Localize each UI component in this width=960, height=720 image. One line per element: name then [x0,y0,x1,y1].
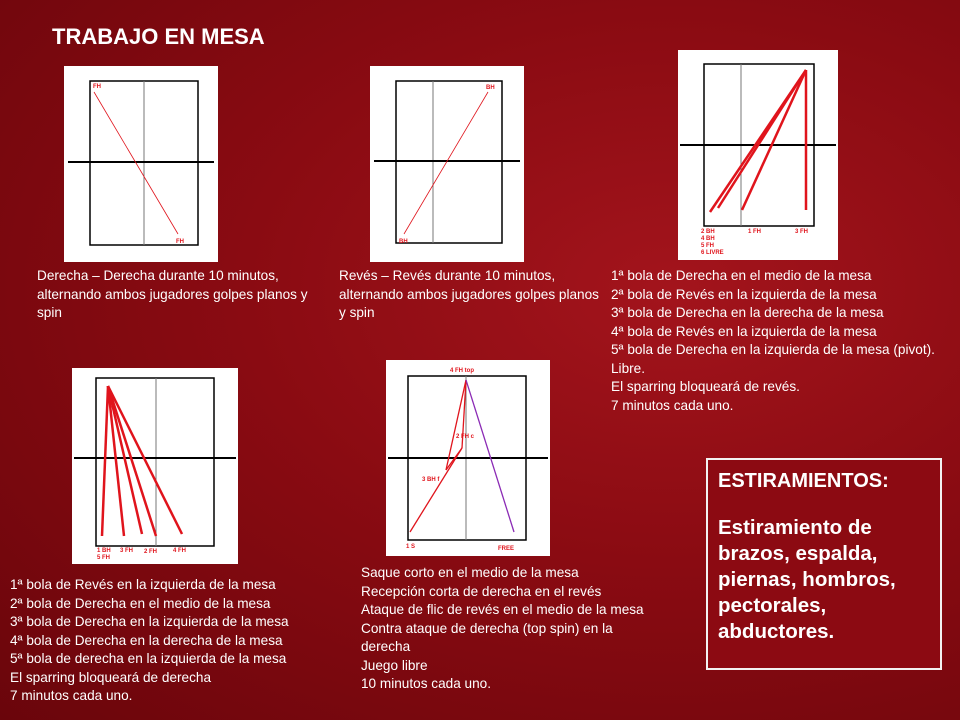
stretching-heading: ESTIRAMIENTOS: [718,470,889,492]
caption-line: 2ª bola de Revés en la izquierda de la mesa [611,286,877,302]
caption-backhand-backhand [339,267,601,323]
caption-line: 4ª bola de Derecha en la derecha de la mesa [10,632,283,648]
caption-line: 1ª bola de Derecha en el medio de la mesa [611,268,872,283]
caption-line: El sparring bloqueará de revés. [611,379,800,394]
page-title: TRABAJO EN MESA [52,24,265,49]
diagram-forehand-forehand [64,66,218,262]
caption-line: Recepción corta de derecha en el revés [361,583,602,599]
diagram-label: 3 FH [795,229,809,235]
diagram-label: 4 BH [701,236,715,242]
diagram-label: 3 BH f [422,477,440,483]
caption-fan-sequence [10,576,350,706]
diagram-label: 1 FH [748,229,762,235]
caption-line: 5ª bola de derecha en la izquierda de la mesa [10,651,287,666]
diagram-label: FH [176,239,184,245]
caption-line: Saque corto en el medio de la mesa [361,565,579,580]
diagram-label: 4 FH top [450,368,474,374]
diagram-label: FREE [498,546,515,552]
caption-line: Derecha – Derecha durante 10 minutos, alternando ambos jugadores golpes planos y spin [37,268,308,320]
diagram-label: BH [399,239,408,245]
caption-line: Juego libre [361,657,428,673]
diagram-five-ball-sequence [678,50,838,260]
caption-serve-return-pattern [361,564,701,694]
diagram-label: 3 FH [120,548,134,554]
caption-line: Ataque de flic de revés en el medio de la mesa [361,602,644,617]
caption-forehand-forehand [37,267,327,323]
diagram-label: FH [93,84,101,90]
caption-line: 1ª bola de Revés en la izquierda de la mesa [10,577,276,592]
caption-line: 7 minutos cada uno. [10,688,133,703]
diagram-label: 1 S [406,544,416,550]
diagram-label: 2 BH [701,229,715,235]
caption-line: 4ª bola de Revés en la izquierda de la mesa [611,323,877,339]
diagram-backhand-backhand [370,66,524,262]
diagram-label: BH [486,85,495,91]
caption-line: 5ª bola de Derecha en la izquierda de la mesa (pivot). [611,342,935,357]
caption-line: 10 minutos cada uno. [361,676,491,691]
diagram-label: 1 BH [97,548,111,554]
diagram-label: 5 FH [97,555,111,561]
diagram-label: 2 FH [144,549,158,555]
diagram-label: 4 FH [173,548,187,554]
caption-five-ball-sequence [611,267,946,415]
diagram-label: 2 FH c [456,434,475,440]
caption-line: 7 minutos cada uno. [611,397,734,413]
caption-line: 2ª bola de Derecha en el medio de la mesa [10,595,271,611]
caption-line: 3ª bola de Derecha en la derecha de la mesa [611,305,884,320]
diagram-serve-return-pattern [386,360,550,556]
diagram-label: 6 LIVRE [701,250,724,256]
caption-line: Libre. [611,360,646,376]
diagram-fan-sequence [72,368,238,564]
caption-line: El sparring bloqueará de derecha [10,669,212,685]
stretching-box [706,458,942,670]
caption-line: Revés – Revés durante 10 minutos, alternando ambos jugadores golpes planos y spin [339,268,599,320]
stretching-body: Estiramiento de brazos, espalda, piernas, hombros, pectorales, abductores. [718,516,896,643]
diagram-label: 5 FH [701,243,715,249]
caption-line: Contra ataque de derecha (top spin) en la derecha [361,620,613,654]
caption-line: 3ª bola de Derecha en la izquierda de la mesa [10,614,289,629]
